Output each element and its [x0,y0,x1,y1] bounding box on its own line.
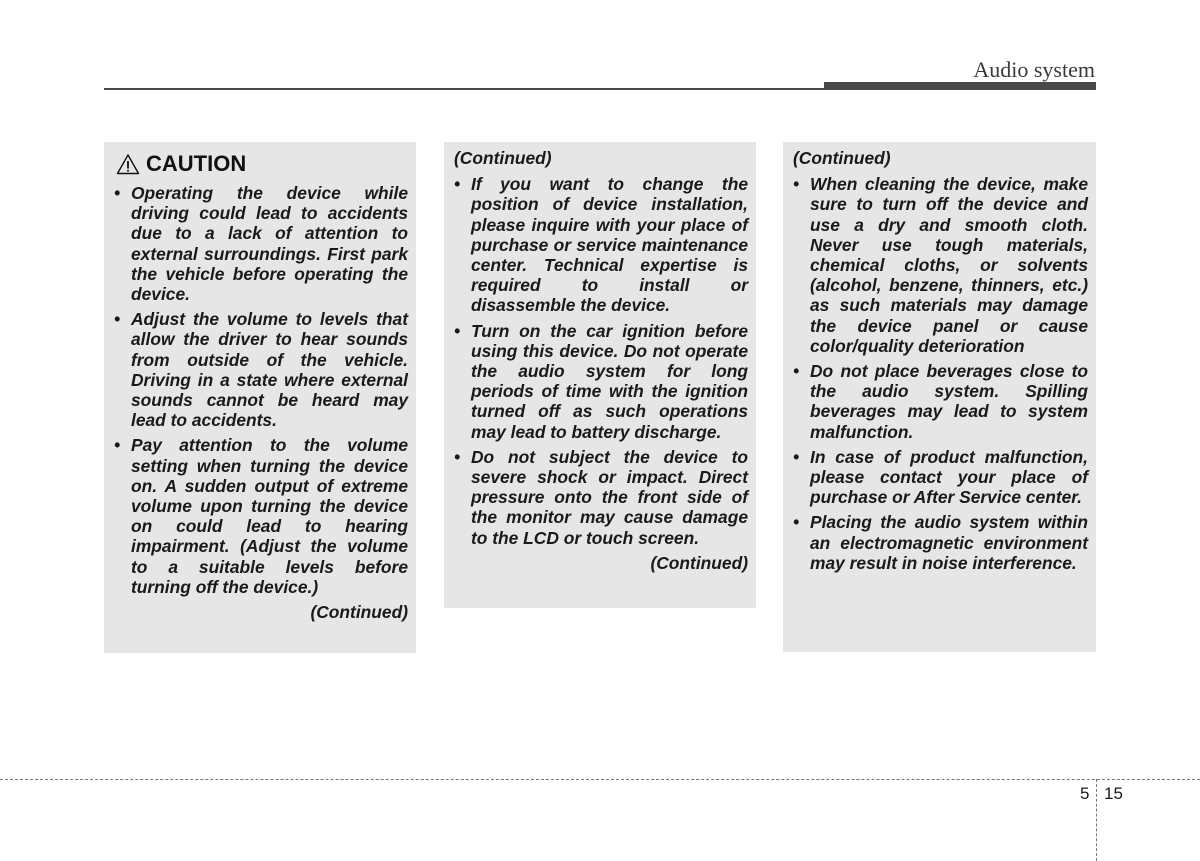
list-item: • Do not subject the device to severe shock or impact. Direct pressure onto the front side of the monitor may cause damage to the LCD or touch screen. [454,447,748,548]
chapter-number: 5 [1080,784,1090,803]
list-item: • When cleaning the device, make sure to turn off the device and use a dry and smooth cloth. Never use tough materials, chemical cloths, or solvents (alcohol, benzene, thinners, etc.) as such materials may damage the device panel or cause color/quality deterioration [793,174,1088,356]
header-accent-bar [824,82,1096,90]
list-item: • Placing the audio system within an electromagnetic environment may result in noise interference. [793,512,1088,573]
continued-panel-3 [783,142,1096,652]
footer-dashed-divider [1096,779,1097,861]
continued-footer: (Continued) [650,552,748,573]
continued-header: (Continued) [793,148,891,168]
caution-list-2 [454,174,748,548]
caution-list-3 [793,174,1088,573]
list-item: • Do not place beverages close to the audio system. Spilling beverages may lead to system malfunction. [793,361,1088,442]
caution-title: CAUTION [146,151,247,176]
page-number: 15 [1104,784,1123,803]
continued-header: (Continued) [454,148,552,168]
caution-heading [116,152,408,176]
caution-list [114,183,408,597]
caution-panel [104,142,416,653]
list-item: • Adjust the volume to levels that allow the driver to hear sounds from outside of the vehicle. Driving in a state where external sounds cannot be heard may lead to accidents. [114,309,408,430]
footer-dashed-rule [0,779,1200,780]
list-item: • If you want to change the position of device installation, please inquire with your place of purchase or service maintenance center. Technical expertise is required to install or disassemble the device. [454,174,748,315]
page-header-title: Audio system [973,57,1095,82]
continued-panel-2 [444,142,756,608]
list-item: • Operating the device while driving could lead to accidents due to a lack of attention to external surroundings. First park the vehicle before operating the device. [114,183,408,304]
continued-footer: (Continued) [310,602,408,623]
list-item: • Pay attention to the volume setting when turning the device on. A sudden output of extreme volume upon turning the device on could lead to hearing impairment. (Adjust the volume to a suitable levels before turning off the device.) [114,435,408,597]
list-item: • In case of product malfunction, please contact your place of purchase or After Service center. [793,447,1088,508]
list-item: • Turn on the car ignition before using this device. Do not operate the audio system for long periods of time with the ignition turned off as such operations may lead to battery discharge. [454,321,748,442]
warning-triangle-icon [116,153,140,175]
